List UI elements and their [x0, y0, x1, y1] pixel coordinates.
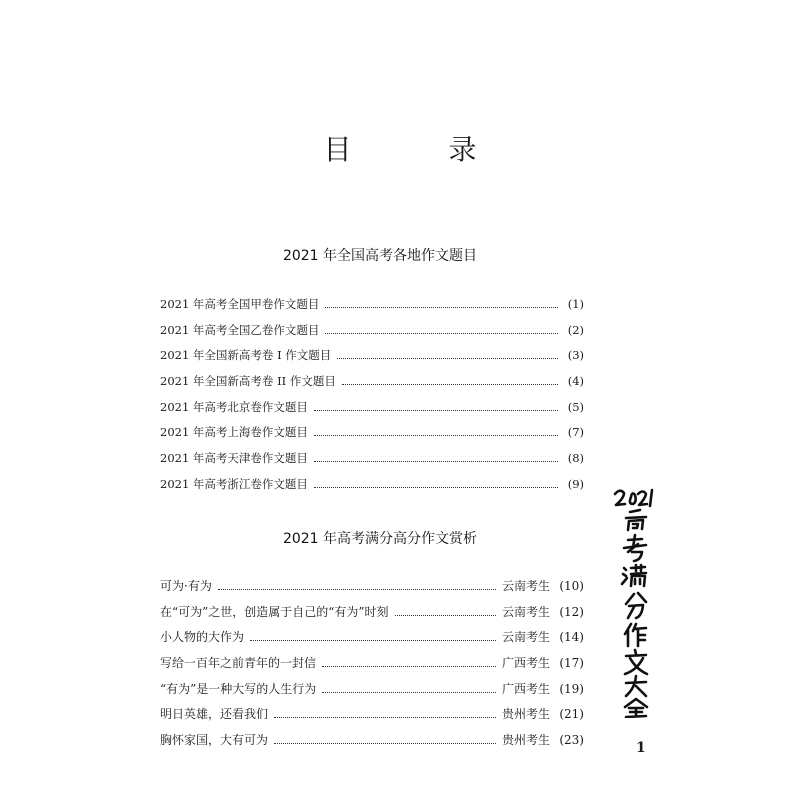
dot-leader: [325, 307, 558, 308]
toc-entry-page: (2): [567, 322, 584, 337]
toc-entry-title: 在“可为”之世，创造属于自己的“有为”时刻: [160, 604, 389, 619]
toc-entry[interactable]: [160, 399, 584, 425]
dot-leader: [218, 589, 496, 590]
dot-leader: [314, 461, 558, 462]
toc-entry-page: (14): [559, 630, 584, 645]
toc-entry-title: 明日英雄，还看我们: [160, 707, 269, 722]
toc-entry-page: (1): [567, 297, 584, 311]
toc-entry[interactable]: [160, 603, 584, 629]
toc-entry[interactable]: [160, 731, 584, 757]
toc-entry[interactable]: [160, 628, 584, 654]
toc-entry-page: (12): [559, 604, 584, 619]
toc-entry-author: 广西考生: [501, 656, 550, 671]
toc-entry-title: 2021 年高考上海卷作文题目: [160, 425, 308, 440]
toc-entry-page: (8): [567, 451, 584, 466]
dot-leader: [314, 410, 558, 411]
toc-entry-author: 云南考生: [501, 579, 550, 593]
page-number: 1: [636, 740, 646, 756]
toc-entry[interactable]: [160, 705, 584, 731]
toc-entry-title: 2021 年高考天津卷作文题目: [160, 451, 308, 466]
toc-entry-title: 2021 年高考全国乙卷作文题目: [160, 322, 320, 337]
toc-entry-page: (4): [567, 374, 584, 389]
toc-entry[interactable]: [160, 577, 584, 603]
toc-essay-topics: [160, 296, 584, 502]
toc-entry-title: 2021 年高考北京卷作文题目: [160, 399, 308, 414]
toc-entry-title: “有为”是一种大写的人生行为: [160, 681, 317, 696]
toc-entry-title: 2021 年全国新高考卷 I 作文题目: [160, 348, 332, 363]
toc-entry-title: 写给一百年之前青年的一封信: [160, 656, 317, 671]
toc-entry-page: (7): [567, 425, 584, 440]
toc-entry-author: 云南考生: [501, 604, 550, 619]
toc-entry[interactable]: [160, 373, 584, 399]
dot-leader: [322, 692, 496, 693]
section-heading-model-essays: 2021 年高考满分高分作文赏析: [282, 531, 478, 547]
toc-entry-author: 广西考生: [501, 681, 550, 696]
toc-entry-page: (23): [559, 733, 584, 748]
dot-leader: [337, 358, 558, 359]
toc-entry[interactable]: [160, 654, 584, 680]
dot-leader: [395, 615, 496, 616]
toc-entry-title: 小人物的大作为: [160, 630, 245, 645]
toc-entry-page: (21): [559, 707, 584, 722]
toc-entry-author: 云南考生: [501, 630, 550, 645]
toc-entry-page: (5): [567, 399, 584, 414]
toc-model-essays: [160, 577, 584, 757]
dot-leader: [274, 743, 496, 744]
calligraphy-title-logo: [612, 488, 658, 718]
dot-leader: [322, 666, 496, 667]
dot-leader: [314, 487, 558, 488]
dot-leader: [325, 333, 558, 334]
page-title: 目 录: [323, 133, 521, 166]
toc-entry-author: 贵州考生: [501, 733, 550, 748]
toc-entry[interactable]: [160, 347, 584, 373]
toc-entry[interactable]: [160, 296, 584, 322]
toc-entry-page: (17): [559, 656, 584, 671]
toc-entry-author: 贵州考生: [501, 707, 550, 722]
toc-entry-title: 2021 年全国新高考卷 II 作文题目: [160, 374, 336, 389]
toc-entry-page: (3): [567, 348, 584, 363]
toc-entry-title: 2021 年高考全国甲卷作文题目: [160, 297, 320, 311]
toc-entry-title: 胸怀家国，大有可为: [160, 733, 269, 748]
dot-leader: [342, 384, 558, 385]
toc-entry[interactable]: [160, 476, 584, 502]
section-heading-essay-topics: 2021 年全国高考各地作文题目: [282, 248, 478, 264]
toc-entry-page: (19): [559, 681, 584, 696]
toc-entry-title: 2021 年高考浙江卷作文题目: [160, 476, 308, 491]
dot-leader: [274, 717, 496, 718]
toc-entry[interactable]: [160, 450, 584, 476]
toc-entry[interactable]: [160, 680, 584, 706]
toc-entry[interactable]: [160, 424, 584, 450]
toc-entry-page: (10): [559, 579, 584, 593]
toc-entry-page: (9): [567, 476, 584, 491]
dot-leader: [250, 640, 496, 641]
toc-entry[interactable]: [160, 322, 584, 348]
toc-entry-title: 可为·有为: [160, 579, 212, 593]
dot-leader: [314, 435, 558, 436]
